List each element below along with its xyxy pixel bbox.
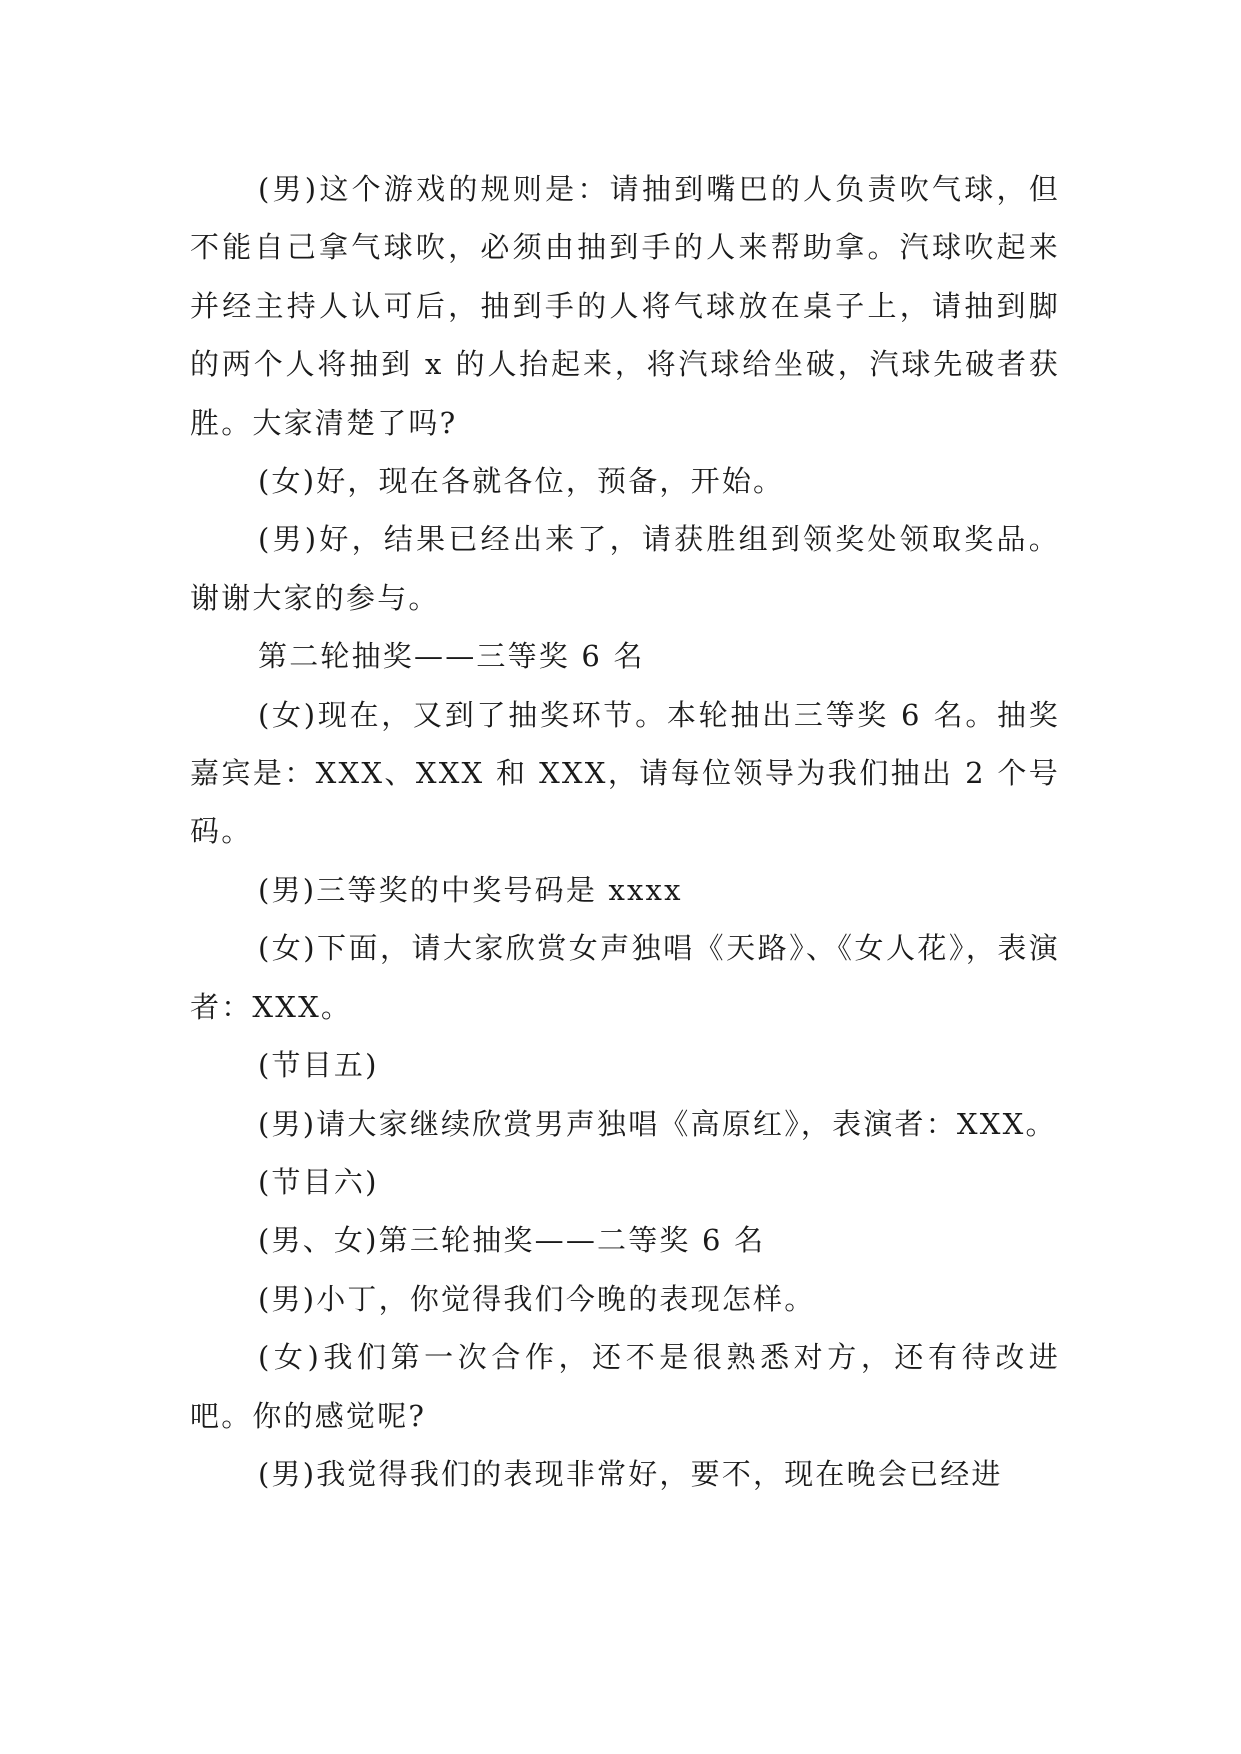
paragraph-program-five: (节目五) (258, 1048, 379, 1083)
paragraph-third-prize-numbers: (男)三等奖的中奖号码是 xxxx (258, 872, 683, 907)
paragraph-third-draw-heading: (男、女)第三轮抽奖——二等奖 6 名 (258, 1223, 766, 1258)
paragraph-result: (男)好，结果已经出来了，请获胜组到领奖处领取奖品。谢谢大家的参与。 (190, 522, 1060, 615)
paragraph-start: (女)好，现在各就各位，预备，开始。 (258, 464, 785, 499)
paragraph-program-six: (节目六) (258, 1164, 379, 1199)
paragraph-second-draw: (女)现在，又到了抽奖环节。本轮抽出三等奖 6 名。抽奖嘉宾是：XXX、XXX 和 XXX，请每位领导为我们抽出 2 个号码。 (190, 697, 1060, 849)
paragraph-answer: (女)我们第一次合作，还不是很熟悉对方，还有待改进吧。你的感觉呢? (190, 1340, 1060, 1433)
paragraph-male-solo: (男)请大家继续欣赏男声独唱《高原红》，表演者：XXX。 (258, 1106, 1057, 1141)
paragraph-female-solo: (女)下面，请大家欣赏女声独唱《天路》、《女人花》，表演者：XXX。 (190, 931, 1060, 1024)
document-body (190, 160, 1060, 1503)
paragraph-second-draw-heading: 第二轮抽奖——三等奖 6 名 (258, 639, 645, 674)
paragraph-game-rules: (男)这个游戏的规则是：请抽到嘴巴的人负责吹气球，但不能自己拿气球吹，必须由抽到手的人来帮助拿。汽球吹起来并经主持人认可后，抽到手的人将气球放在桌子上，请抽到脚的两个人将抽到 x 的人抬起来，将汽球给坐破，汽球先破者获胜。大家清楚了吗? (190, 172, 1060, 440)
paragraph-question: (男)小丁，你觉得我们今晚的表现怎样。 (258, 1281, 816, 1316)
paragraph-reply: (男)我觉得我们的表现非常好，要不，现在晚会已经进 (258, 1456, 1003, 1491)
